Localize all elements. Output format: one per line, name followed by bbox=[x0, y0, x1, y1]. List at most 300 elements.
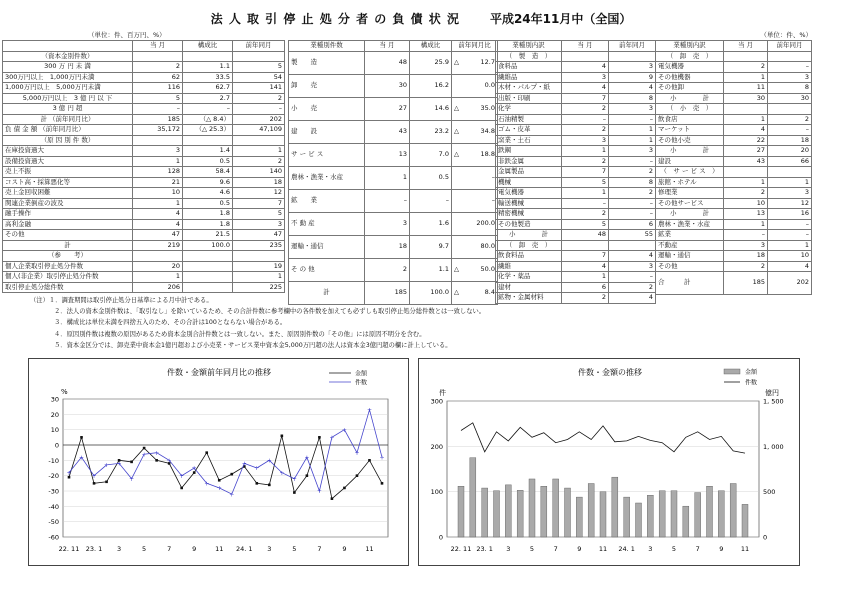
table-cell: 設備投資過大 bbox=[3, 156, 133, 167]
table-cell: 5,000万円以上 3 億 円 以 下 bbox=[3, 93, 133, 104]
table-cell bbox=[183, 135, 233, 146]
column-header: 業種別内訳 bbox=[656, 41, 724, 52]
table-cell: 11 bbox=[724, 83, 768, 94]
table-cell: 47,109 bbox=[233, 125, 285, 136]
table-cell: 13 bbox=[365, 143, 410, 166]
table-cell: – bbox=[562, 114, 609, 125]
data-point bbox=[180, 487, 183, 490]
bar bbox=[718, 491, 724, 537]
table-row bbox=[496, 272, 656, 283]
table-cell: 10 bbox=[768, 251, 812, 262]
table-cell: 12 bbox=[233, 188, 285, 199]
table-cell: – bbox=[133, 104, 183, 115]
table-row bbox=[289, 97, 498, 120]
table-cell: 2 bbox=[724, 188, 768, 199]
table-cell: 4 bbox=[562, 83, 609, 94]
table-cell: 54 bbox=[233, 72, 285, 83]
table-row bbox=[3, 167, 285, 178]
table-cell bbox=[452, 97, 498, 120]
table-cell: （資本金別件数） bbox=[3, 51, 133, 62]
table-cell: 繊維品 bbox=[496, 72, 562, 83]
data-point bbox=[368, 459, 371, 462]
table-cell bbox=[768, 167, 812, 178]
table-cell: 58.4 bbox=[183, 167, 233, 178]
table-header bbox=[656, 41, 812, 52]
table-cell: 12 bbox=[768, 198, 812, 209]
table-cell: 6 bbox=[562, 282, 609, 293]
table-cell bbox=[452, 120, 498, 143]
table-row bbox=[496, 125, 656, 136]
bar bbox=[565, 488, 571, 537]
delta-sign: △ bbox=[454, 103, 459, 112]
table-row bbox=[656, 146, 812, 157]
table-cell: 1.4 bbox=[183, 146, 233, 157]
table-row bbox=[656, 272, 812, 295]
table-cell: 185 bbox=[133, 114, 183, 125]
y-axis-unit-left: 件 bbox=[439, 389, 446, 397]
x-tick-label: 7 bbox=[317, 545, 322, 553]
table-cell: 繊維 bbox=[496, 261, 562, 272]
table-cell: マーケット bbox=[656, 125, 724, 136]
table-cell: 3 bbox=[609, 261, 656, 272]
table-cell: 1 bbox=[724, 114, 768, 125]
data-point: + bbox=[291, 475, 297, 483]
table-row bbox=[656, 251, 812, 262]
table-cell: （ 製 造 ） bbox=[496, 51, 562, 62]
table-row bbox=[656, 167, 812, 178]
data-point bbox=[381, 482, 384, 485]
table-cell: 47 bbox=[233, 230, 285, 241]
data-point: + bbox=[91, 472, 97, 480]
table-row bbox=[3, 62, 285, 73]
data-point: + bbox=[279, 469, 285, 477]
data-point bbox=[143, 447, 146, 450]
table-row bbox=[496, 198, 656, 209]
table-row bbox=[289, 74, 498, 97]
table-cell: 機械 bbox=[496, 177, 562, 188]
table-cell bbox=[452, 258, 498, 281]
table-row bbox=[496, 146, 656, 157]
table-cell: 8 bbox=[609, 93, 656, 104]
table-cell: 農林・漁業・水産 bbox=[289, 166, 365, 189]
table-row bbox=[496, 230, 656, 241]
x-tick-label: 23. 1 bbox=[476, 545, 493, 553]
table-row bbox=[3, 83, 285, 94]
x-tick-label: 5 bbox=[292, 545, 297, 553]
x-tick-label: 11 bbox=[740, 545, 750, 553]
table-cell: 1 bbox=[562, 146, 609, 157]
bar bbox=[659, 491, 665, 537]
table-row bbox=[3, 125, 285, 136]
data-point bbox=[80, 436, 83, 439]
note-line: ４．原因別件数は複数の原因があるため資本金別合計件数とは一致しない。また、原因別件数の「その他」には原因不明分を含む。 bbox=[54, 330, 426, 338]
table-cell: 金属製品 bbox=[496, 167, 562, 178]
table-cell: 25.9 bbox=[410, 51, 452, 74]
table-cell: 1 bbox=[365, 166, 410, 189]
bar bbox=[553, 479, 559, 537]
table-row bbox=[496, 51, 656, 62]
table-cell: 2 bbox=[609, 167, 656, 178]
series-line bbox=[461, 423, 745, 453]
table-row bbox=[496, 135, 656, 146]
table-cell: 運輸・通信 bbox=[656, 251, 724, 262]
table-cell: 0.5 bbox=[410, 166, 452, 189]
table-cell bbox=[452, 189, 498, 212]
table-cell: 1.6 bbox=[410, 212, 452, 235]
yoy-value: 0.0 bbox=[484, 80, 495, 89]
table-cell bbox=[452, 212, 498, 235]
table-header bbox=[496, 41, 656, 52]
table-cell: 精密機械 bbox=[496, 209, 562, 220]
table-cell: 建 設 bbox=[289, 120, 365, 143]
data-point: + bbox=[191, 465, 197, 473]
x-tick-label: 3 bbox=[648, 545, 653, 553]
table-cell: 小 計 bbox=[656, 93, 724, 104]
y-tick-label: 30 bbox=[50, 395, 59, 404]
table-cell: 4 bbox=[562, 261, 609, 272]
column-header: 前年同月 bbox=[768, 41, 812, 52]
table-cell: その他卸 bbox=[656, 83, 724, 94]
y-axis-unit: % bbox=[61, 388, 68, 396]
table-row bbox=[496, 83, 656, 94]
table-cell: （ サ ー ビ ス ） bbox=[656, 167, 724, 178]
table-cell bbox=[768, 104, 812, 115]
unit-left: （単位：件、百万円、%） bbox=[88, 31, 166, 39]
x-tick-label: 5 bbox=[671, 545, 677, 553]
table-cell: 18 bbox=[365, 235, 410, 258]
table-cell bbox=[452, 235, 498, 258]
table-cell: コスト高・採算悪化等 bbox=[3, 177, 133, 188]
table-cell: 3 bbox=[133, 146, 183, 157]
data-point: + bbox=[379, 454, 385, 462]
table-row bbox=[289, 212, 498, 235]
data-point bbox=[130, 461, 133, 464]
table-row bbox=[656, 104, 812, 115]
table-row bbox=[656, 219, 812, 230]
table-cell: 3 bbox=[562, 72, 609, 83]
column-header: 構成比 bbox=[410, 41, 452, 52]
table-cell: 30 bbox=[365, 74, 410, 97]
table-cell: – bbox=[183, 104, 233, 115]
table-cell: 1.8 bbox=[183, 219, 233, 230]
table-cell bbox=[133, 135, 183, 146]
table-cell: 20 bbox=[133, 261, 183, 272]
table-cell: 小 計 bbox=[656, 209, 724, 220]
table-cell bbox=[609, 51, 656, 62]
table-cell: – bbox=[410, 189, 452, 212]
table-cell: 55 bbox=[609, 230, 656, 241]
table-cell: – bbox=[609, 198, 656, 209]
table-cell: 旅館・ホテル bbox=[656, 177, 724, 188]
series-line-1 bbox=[69, 410, 385, 494]
table-cell: 202 bbox=[768, 272, 812, 295]
table-cell: 225 bbox=[233, 282, 285, 293]
table-cell bbox=[452, 143, 498, 166]
industry-table bbox=[288, 40, 498, 305]
x-tick-label: 24. 1 bbox=[236, 545, 253, 553]
table-row bbox=[3, 198, 285, 209]
table-cell: 1,000万円以上 5,000万円未満 bbox=[3, 83, 133, 94]
table-row bbox=[3, 230, 285, 241]
table-cell: 不動産 bbox=[656, 240, 724, 251]
data-point: + bbox=[341, 426, 347, 434]
bar bbox=[671, 491, 677, 537]
table-row bbox=[3, 72, 285, 83]
table-cell: 2 bbox=[562, 156, 609, 167]
table-cell: 27 bbox=[365, 97, 410, 120]
table-row bbox=[496, 293, 656, 304]
table-cell bbox=[183, 261, 233, 272]
column-header: 前年同月比 bbox=[452, 41, 498, 52]
table-cell: – bbox=[768, 125, 812, 136]
bar bbox=[458, 486, 464, 537]
table-cell: 小 売 bbox=[289, 97, 365, 120]
bar bbox=[612, 477, 618, 537]
x-tick-label: 9 bbox=[342, 545, 347, 553]
title-main: 法 人 取 引 停 止 処 分 者 の 負 債 状 況 bbox=[210, 12, 460, 26]
table-cell: 4.6 bbox=[183, 188, 233, 199]
table-cell: 1.8 bbox=[183, 209, 233, 220]
table-cell: 電気機器 bbox=[496, 188, 562, 199]
table-cell: 16 bbox=[768, 209, 812, 220]
legend-label: 件数 bbox=[355, 379, 368, 387]
table-cell: 2 bbox=[133, 62, 183, 73]
x-tick-label: 11 bbox=[215, 545, 224, 553]
table-cell: 負 債 金 額 （前年同月比） bbox=[3, 125, 133, 136]
table-cell: 2 bbox=[609, 282, 656, 293]
table-cell: 100.0 bbox=[410, 281, 452, 304]
table-cell: 4 bbox=[133, 209, 183, 220]
data-point: + bbox=[229, 491, 235, 499]
table-cell: 1.1 bbox=[183, 62, 233, 73]
data-point bbox=[356, 474, 359, 477]
table-cell: 7 bbox=[562, 93, 609, 104]
table-cell: 1 bbox=[233, 272, 285, 283]
y-tick-label-right: 1, 500 bbox=[763, 397, 784, 406]
table-cell bbox=[724, 51, 768, 62]
x-tick-label: 23. 1 bbox=[85, 545, 103, 553]
x-tick-label: 7 bbox=[695, 545, 700, 553]
table-cell: 5 bbox=[233, 209, 285, 220]
table-cell: 食料品 bbox=[496, 62, 562, 73]
table-cell: 202 bbox=[233, 114, 285, 125]
table-row bbox=[496, 219, 656, 230]
x-tick-label: 3 bbox=[506, 545, 511, 553]
y-tick-label-left: 300 bbox=[430, 397, 443, 406]
bar bbox=[624, 497, 630, 537]
column-header: 当 月 bbox=[562, 41, 609, 52]
table-cell: 窯業・土石 bbox=[496, 135, 562, 146]
table-cell: 2 bbox=[562, 104, 609, 115]
table-cell: 鉱物・金属材料 bbox=[496, 293, 562, 304]
y-tick-label: -20 bbox=[48, 472, 59, 481]
data-point: + bbox=[79, 454, 85, 462]
table-row bbox=[496, 114, 656, 125]
table-cell: 4 bbox=[724, 125, 768, 136]
table-cell: 19 bbox=[233, 261, 285, 272]
table-cell: 4 bbox=[609, 251, 656, 262]
data-point: + bbox=[216, 485, 222, 493]
table-row bbox=[289, 143, 498, 166]
table-row bbox=[3, 114, 285, 125]
x-tick-label: 22. 11 bbox=[450, 545, 472, 553]
table-cell: 飲食料品 bbox=[496, 251, 562, 262]
yoy-value: 80.0 bbox=[480, 241, 495, 250]
table-cell: 製 造 bbox=[289, 51, 365, 74]
table-cell: 23.2 bbox=[410, 120, 452, 143]
column-header: 構成比 bbox=[183, 41, 233, 52]
table-cell: – bbox=[609, 272, 656, 283]
y-tick-label: -30 bbox=[48, 487, 59, 496]
note-line: ２．法人の資本金別件数は、「取引なし」を除いているため、その合計件数に参考欄中の各件数を加えても必ずしも取引停止処分総件数とは一致しない。 bbox=[54, 308, 486, 316]
column-header: 当 月 bbox=[365, 41, 410, 52]
data-point: + bbox=[141, 451, 147, 459]
yoy-value: 50.0 bbox=[480, 264, 495, 273]
yoy-value: 35.0 bbox=[480, 103, 495, 112]
table-cell: 10 bbox=[133, 188, 183, 199]
table-cell: 計 （前年同月比） bbox=[3, 114, 133, 125]
trend-chart-svg bbox=[419, 359, 801, 567]
table-cell: 取引停止処分総件数 bbox=[3, 282, 133, 293]
y-tick-label-right: 0 bbox=[763, 533, 768, 542]
legend-label: 金額 bbox=[745, 369, 758, 376]
table-cell: 3 bbox=[365, 212, 410, 235]
data-point bbox=[268, 484, 271, 487]
table-cell: 7.0 bbox=[410, 143, 452, 166]
data-point bbox=[256, 482, 259, 485]
table-cell: 16.2 bbox=[410, 74, 452, 97]
table-cell: 0.5 bbox=[183, 156, 233, 167]
bar bbox=[505, 485, 511, 537]
table-row bbox=[656, 188, 812, 199]
table-cell bbox=[768, 51, 812, 62]
table-cell: その他サービス bbox=[656, 198, 724, 209]
table-row bbox=[3, 156, 285, 167]
x-tick-label: 7 bbox=[167, 545, 172, 553]
table-cell: 20 bbox=[768, 146, 812, 157]
plot-frame bbox=[63, 399, 388, 537]
table-row bbox=[496, 167, 656, 178]
industry-breakdown-table-1 bbox=[495, 40, 656, 304]
bar bbox=[647, 495, 653, 537]
table-cell: 9.6 bbox=[183, 177, 233, 188]
table-cell: 3 bbox=[233, 219, 285, 230]
table-cell: 7 bbox=[562, 167, 609, 178]
table-cell: 8 bbox=[768, 83, 812, 94]
table-row bbox=[656, 62, 812, 73]
data-point bbox=[230, 473, 233, 476]
data-point: + bbox=[304, 454, 310, 462]
table-cell: 5 bbox=[133, 93, 183, 104]
table-cell: 100.0 bbox=[183, 240, 233, 251]
data-point: + bbox=[66, 469, 72, 477]
table-row bbox=[3, 104, 285, 115]
bar bbox=[541, 486, 547, 537]
bar bbox=[695, 493, 701, 537]
table-row bbox=[656, 198, 812, 209]
table-cell: 1 bbox=[724, 72, 768, 83]
table-cell: その他 bbox=[656, 261, 724, 272]
table-cell: 関連企業倒産の波及 bbox=[3, 198, 133, 209]
table-cell: 売上不振 bbox=[3, 167, 133, 178]
x-tick-label: 24. 1 bbox=[618, 545, 635, 553]
table-cell: 3 bbox=[609, 146, 656, 157]
table-cell: – bbox=[768, 219, 812, 230]
table-cell: 9 bbox=[609, 72, 656, 83]
table-cell: 43 bbox=[365, 120, 410, 143]
table-cell: その他小売 bbox=[656, 135, 724, 146]
table-cell: 48 bbox=[365, 51, 410, 74]
data-point: + bbox=[366, 406, 372, 414]
table-header bbox=[3, 41, 285, 52]
table-cell bbox=[452, 74, 498, 97]
y-tick-label: -10 bbox=[48, 456, 59, 465]
y-tick-label-right: 500 bbox=[763, 488, 776, 497]
table-cell: 4 bbox=[609, 83, 656, 94]
table-row bbox=[3, 272, 285, 283]
table-cell bbox=[183, 51, 233, 62]
table-row bbox=[289, 235, 498, 258]
table-cell: 1 bbox=[724, 219, 768, 230]
table-row bbox=[3, 51, 285, 62]
yoy-value: 12.7 bbox=[480, 57, 495, 66]
delta-sign: △ bbox=[454, 149, 459, 158]
table-cell: 1 bbox=[724, 177, 768, 188]
table-cell: 47 bbox=[133, 230, 183, 241]
table-cell: 27 bbox=[724, 146, 768, 157]
table-cell: 18 bbox=[724, 251, 768, 262]
table-cell: – bbox=[609, 209, 656, 220]
table-cell: 206 bbox=[133, 282, 183, 293]
x-tick-label: 11 bbox=[365, 545, 374, 553]
table-cell bbox=[609, 240, 656, 251]
table-cell: 個人(非企業）取引停止処分件数 bbox=[3, 272, 133, 283]
table-cell: （原 因 別 件 数） bbox=[3, 135, 133, 146]
table-cell bbox=[562, 240, 609, 251]
y-tick-label: 10 bbox=[50, 426, 59, 435]
table-cell: 140 bbox=[233, 167, 285, 178]
table-row bbox=[3, 135, 285, 146]
table-cell: 4 bbox=[133, 219, 183, 230]
note-line: ３．構成比は単位未満を四捨五入のため、その合計は100とならない場合がある。 bbox=[54, 319, 287, 327]
table-cell: 2 bbox=[724, 62, 768, 73]
table-row bbox=[496, 209, 656, 220]
data-point: + bbox=[154, 449, 160, 457]
column-header: 前年同月 bbox=[609, 41, 656, 52]
table-cell: 3 bbox=[562, 135, 609, 146]
table-cell: 1.1 bbox=[410, 258, 452, 281]
table-cell: 1 bbox=[768, 240, 812, 251]
table-cell: 高利金融 bbox=[3, 219, 133, 230]
table-cell: 33.5 bbox=[183, 72, 233, 83]
bar bbox=[482, 488, 488, 537]
table-cell: 21.5 bbox=[183, 230, 233, 241]
table-row bbox=[656, 240, 812, 251]
table-row bbox=[289, 258, 498, 281]
table-cell bbox=[452, 166, 498, 189]
table-cell: 35,172 bbox=[133, 125, 183, 136]
table-cell: （参 考） bbox=[3, 251, 133, 262]
table-cell: 14.6 bbox=[410, 97, 452, 120]
table-cell: 9.7 bbox=[410, 235, 452, 258]
column-header: 当 月 bbox=[724, 41, 768, 52]
bar bbox=[529, 479, 535, 537]
table-cell: ゴム・皮革 bbox=[496, 125, 562, 136]
table-row bbox=[3, 177, 285, 188]
table-cell bbox=[233, 251, 285, 262]
table-cell: 農林・漁業・水産 bbox=[656, 219, 724, 230]
data-point: + bbox=[329, 434, 335, 442]
